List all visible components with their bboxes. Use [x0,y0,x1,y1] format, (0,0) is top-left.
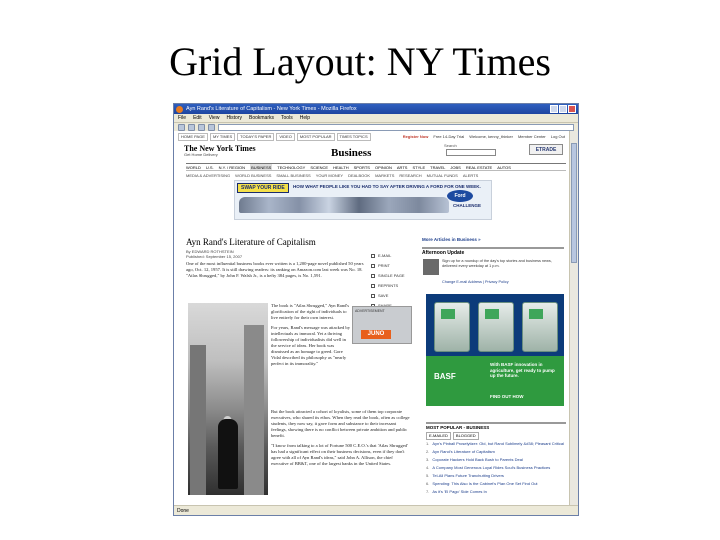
article-body [271,303,351,367]
menu-bar [174,114,578,122]
minimize-button[interactable] [550,105,558,113]
menu-view[interactable]: View [208,115,220,121]
nav-arts[interactable]: ARTS [396,165,408,170]
logout-link[interactable]: Log Out [550,134,565,139]
menu-edit[interactable]: Edit [193,115,202,121]
banner-ad-challenge: CHALLENGE [453,203,481,208]
member-center-link[interactable]: Member Center [517,134,546,139]
banner-ad-message: HOW WHAT PEOPLE LIKE YOU HAD TO SAY AFTER DRIVING A FORD FOR ONE WEEK. [293,184,481,189]
tab-my-times[interactable]: MY TIMES [210,133,235,141]
article-paragraph: But the book attracted a cohort of loyalists, some of them top corporate executives, who shared its ethos. When they read the book, often as college students, they now say, it gave form and substance to their incessant feelings, showing there is no conflict between private ambition and public benefit. [271,409,410,438]
home-icon[interactable] [208,124,215,131]
reload-icon[interactable] [198,124,205,131]
tab-times-topics[interactable]: TIMES TOPICS [337,133,371,141]
nav-technology[interactable]: TECHNOLOGY [277,165,306,170]
article-paragraph: For years, Rand's message was attacked by intellectuals as immoral. Yet a thriving followership of individualists did well in the service of ideas. Her book was dismissed as an homage to greed. Gore Vidal described its philosophy as "nearly perfect in its immorality." [271,325,351,366]
nav-real-estate[interactable]: REAL ESTATE [465,165,493,170]
close-button[interactable] [568,105,576,113]
article-lead: One of the most influential business books ever written is a 1,200-page novel published 50 years ago, Oct. 12, 1957. It is still drawing readers: its ranking on Amazon.com last week was No. 18. "Atlas Shrugged," by John F. Walsh Jr., is a hefty 384 pages, is No. 1,591. [186,261,364,278]
forward-icon[interactable] [188,124,195,131]
search-input[interactable] [446,149,496,156]
banner-ad[interactable] [234,180,492,220]
title-bar [174,104,578,114]
subsection-nav [186,172,566,179]
cars-image [239,197,449,213]
slide-title: Grid Layout: NY Times [169,39,551,84]
email-icon [371,254,375,258]
article-body-continued [271,409,411,467]
byline-author: By EDWARD ROTHSTEIN [186,249,234,254]
back-icon[interactable] [178,124,185,131]
list-item-label: As it's 'El Pago' Side Comes In [432,489,487,494]
article-paragraph: The book is "Atlas Shrugged," Ayn Rand's glorification of the right of individuals to live entirely for their own interest. [271,303,350,320]
status-bar [174,505,578,515]
fuel-pump [434,302,470,352]
reprints-icon [371,284,375,288]
tool-label: E-MAIL [378,253,392,258]
tool-label: PRINT [378,263,390,268]
menu-bookmarks[interactable]: Bookmarks [249,115,275,121]
print-icon [371,264,375,268]
nav-jobs[interactable]: JOBS [450,165,461,170]
menu-history[interactable]: History [226,115,242,121]
status-text: Done [177,508,189,514]
nav-ny-region[interactable]: N.Y. / REGION [218,165,246,170]
nav-health[interactable]: HEALTH [333,165,349,170]
subnav-markets[interactable]: MARKETS [375,173,395,178]
navigation-toolbar [174,122,578,131]
portrait-figure [218,419,238,489]
list-item[interactable]: 3. Coporate Hackers Hold Back Bush to Parents Deal [426,457,523,462]
list-item-label: Ayn's Pinball Proselytizer: Old, but Rand Sublimely &#38; Pleasant Critical [432,441,564,446]
free-trial-link[interactable]: Free 14-Day Trial [433,134,465,139]
subnav-dealbook[interactable]: DEALBOOK [348,173,371,178]
article-photo [188,303,268,495]
fuel-pumps-image [434,302,558,352]
basf-tagline: With BASF innovation in agriculture, get ready to pump up the future. [490,362,555,378]
list-item-label: A Company Most Generous Loyal Rides Soul's Business Practices [432,465,551,470]
scrollbar-thumb[interactable] [571,143,577,263]
firefox-icon [176,106,183,113]
menu-file[interactable]: File [178,115,187,121]
most-popular-heading: MOST POPULAR - BUSINESS [426,422,566,431]
nav-opinion[interactable]: OPINION [374,165,392,170]
subnav-mutual-funds[interactable]: MUTUAL FUNDS [426,173,458,178]
article-headline: Ayn Rand's Literature of Capitalism [186,237,316,247]
afternoon-heading: Afternoon Update [422,250,465,256]
list-item[interactable]: 7. As it's 'El Pago' Side Comes In [426,489,487,494]
nav-us[interactable]: U.S. [205,165,214,170]
list-item-label: Ayn Rand's Literature of Capitalism [432,449,495,454]
home-delivery-link[interactable]: Get Home Delivery [184,152,218,157]
menu-tools[interactable]: Tools [281,115,293,121]
nav-travel[interactable]: TRAVEL [430,165,446,170]
tool-label: REPRINTS [378,283,399,288]
nav-science[interactable]: SCIENCE [310,165,329,170]
address-bar[interactable] [218,124,574,131]
tab-todays-paper[interactable]: TODAY'S PAPER [237,133,274,141]
nav-world[interactable]: WORLD [186,165,201,170]
subnav-world-business[interactable]: WORLD BUSINESS [235,173,272,178]
article-byline [186,249,242,259]
subnav-small-business[interactable]: SMALL BUSINESS [276,173,311,178]
fuel-pump [478,302,514,352]
byline-date: Published: September 15, 2007 [186,254,243,259]
list-item-label: Coporate Hackers Hold Back Bush to Parents Deal [432,457,523,462]
subnav-alerts[interactable]: ALERTS [462,173,479,178]
section-nav [186,163,566,171]
list-item[interactable]: 4. A Company Most Generous Loyal Rides Soul's Business Practices [426,465,551,470]
tab-blogged[interactable]: BLOGGED [453,432,479,440]
single-page-icon [371,274,375,278]
list-item-label: Spending: This Also Is the Cabinet's Plan One Set Find Out [432,481,538,486]
small-ad[interactable] [352,306,412,344]
basf-cta[interactable]: FIND OUT HOW [490,394,524,399]
page-content [174,131,571,507]
tool-email[interactable] [371,251,411,261]
afternoon-text: Sign up for a roundup of the day's top stories and business news, delivered every weekday at 1 p.m. [442,259,552,268]
most-popular-tabs [426,432,479,440]
tab-video[interactable]: VIDEO [276,133,294,141]
welcome-text: Welcome, kenny_thinker [469,134,513,139]
tool-single-page[interactable] [371,271,411,281]
save-icon [371,294,375,298]
fuel-pump [522,302,558,352]
tool-reprints[interactable] [371,281,411,291]
subnav-research[interactable]: RESEARCH [399,173,422,178]
afternoon-thumbnail [423,259,439,275]
maximize-button[interactable] [559,105,567,113]
vertical-scrollbar[interactable] [569,131,578,507]
basf-logo: BASF [434,372,456,381]
banner-ad-swap: SWAP YOUR RIDE [237,183,289,193]
building-shape [190,345,206,495]
tab-emailed[interactable]: E-MAILED [426,432,451,440]
top-tabs [178,133,371,141]
ad-label: ADVERTISEMENT [355,309,385,313]
article-tools [371,251,411,311]
account-links [403,134,565,140]
browser-window [173,103,579,516]
list-item[interactable]: 6. Spending: This Also Is the Cabinet's Plan One Set Find Out [426,481,538,486]
sponsor-logo[interactable]: ETRADE [529,144,563,155]
tab-most-popular[interactable]: MOST POPULAR [297,133,335,141]
afternoon-links[interactable]: Change E-mail Address | Privacy Policy [442,280,509,284]
nav-business[interactable]: BUSINESS [251,165,272,170]
list-item[interactable]: 2. Ayn Rand's Literature of Capitalism [426,449,495,454]
ford-logo: Ford [447,190,473,202]
section-heading: Business [331,147,372,159]
subnav-media[interactable]: MEDIA & ADVERTISING [186,173,231,178]
subnav-your-money[interactable]: YOUR MONEY [315,173,344,178]
building-shape [244,325,264,495]
article-paragraph: "I know from talking to a lot of Fortune 500 C.E.O.'s that 'Atlas Shrugged' has had a significant effect on their business decisions, even if they don't agree with all of Ayn Rand's ideas," said John A. Allison, the chief executive of BB&T, one of the largest banks in the United States. [271,443,408,466]
tool-print[interactable] [371,261,411,271]
nav-autos[interactable]: AUTOS [497,165,511,170]
nav-style[interactable]: STYLE [412,165,426,170]
tool-save[interactable] [371,291,411,301]
tool-label: SINGLE PAGE [378,273,405,278]
tab-home-page[interactable]: HOME PAGE [178,133,208,141]
more-articles-link[interactable]: More Articles in Business » [422,237,481,242]
most-popular-list [426,441,566,497]
juno-logo: JUNO [361,330,391,339]
nav-sports[interactable]: SPORTS [353,165,370,170]
list-item-label: Tel-All Plans Future Tranchutting Drivers [432,473,504,478]
menu-help[interactable]: Help [299,115,310,121]
list-item[interactable]: 5. Tel-All Plans Future Tranchutting Drivers [426,473,504,478]
afternoon-update [422,247,564,289]
basf-ad[interactable] [426,294,564,406]
tool-label: SAVE [378,293,389,298]
window-title: Ayn Rand's Literature of Capitalism - New York Times - Mozilla Firefox [186,106,357,112]
nyt-logo[interactable]: The New York Times [184,144,256,153]
search-label: Search [444,143,457,148]
list-item[interactable]: 1. Ayn's Pinball Proselytizer: Old, but Rand Sublimely &#38; Pleasant Critical [426,441,564,446]
register-link[interactable]: Register Now [402,134,429,139]
